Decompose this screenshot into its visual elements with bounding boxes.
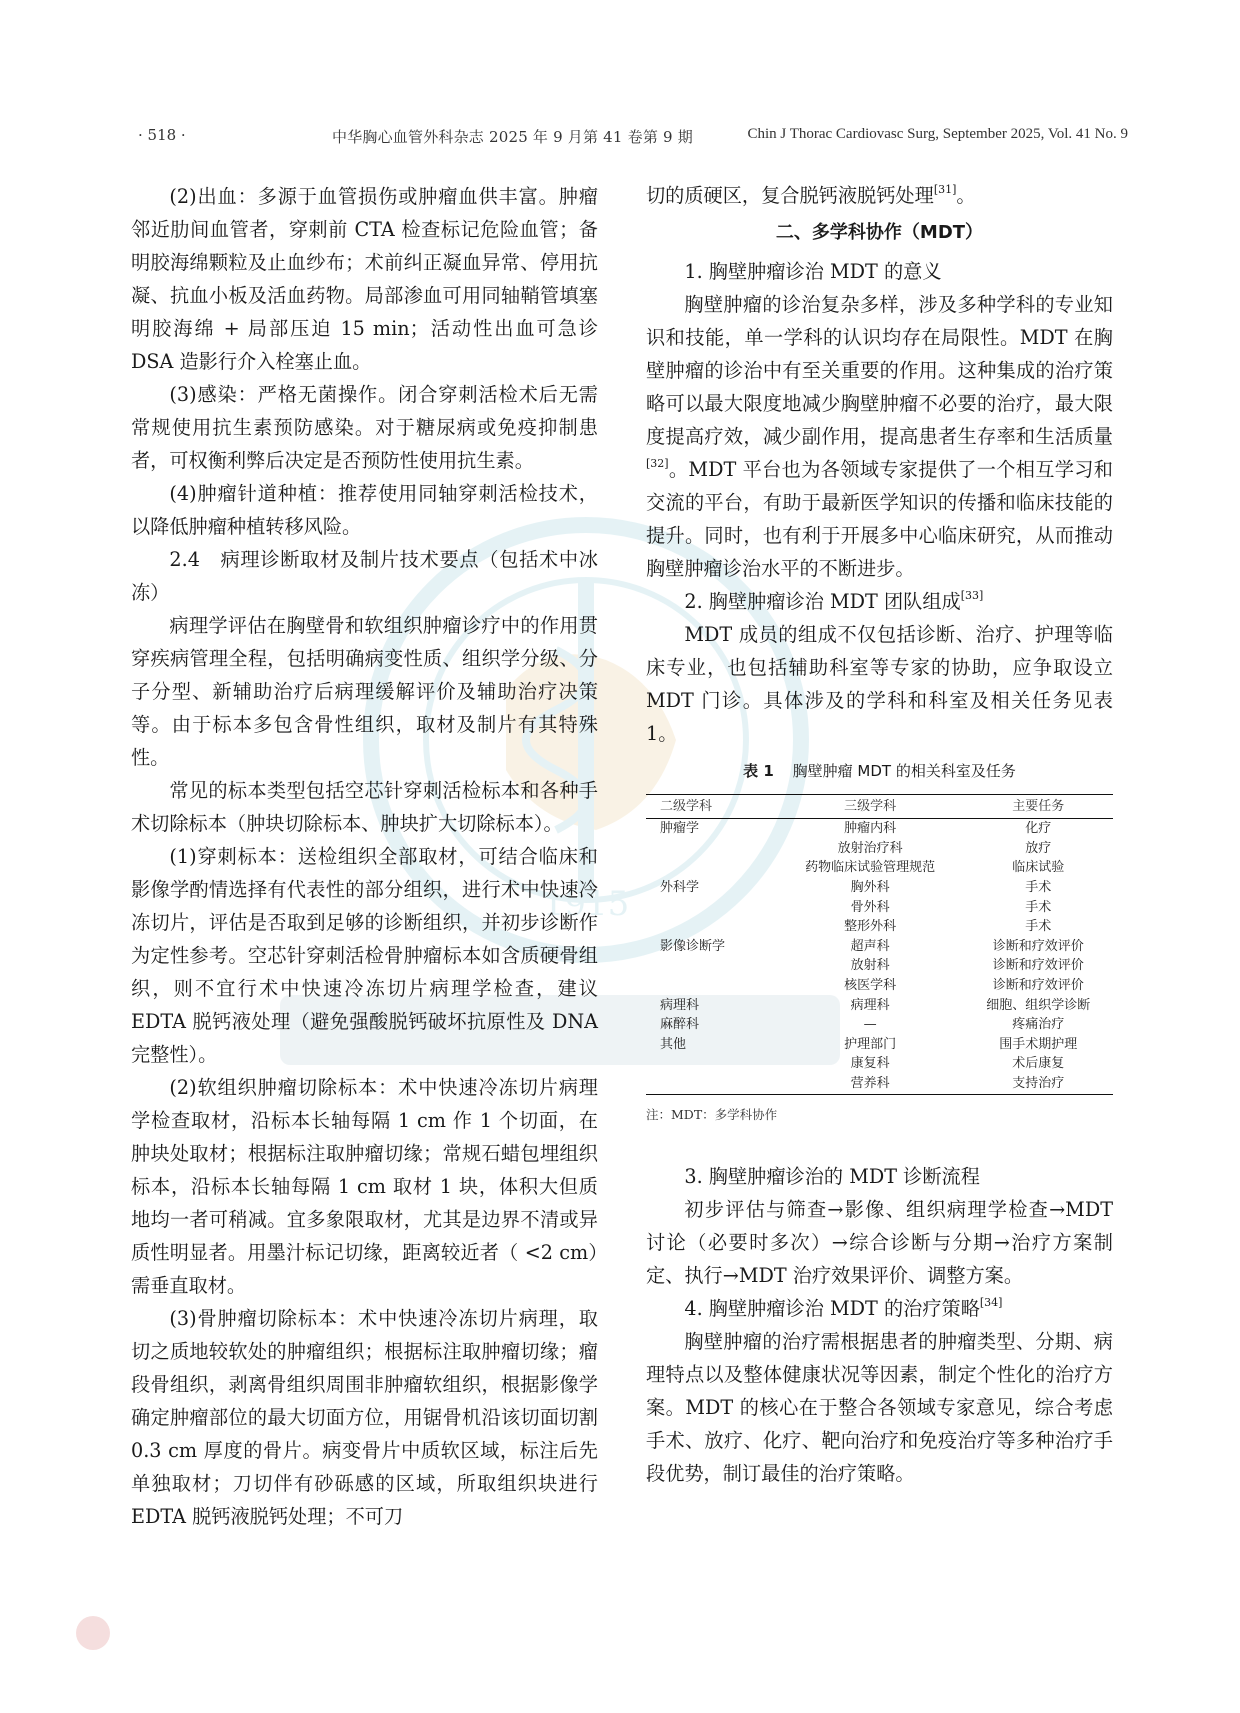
header-cell: 二级学科 [646,794,777,819]
table-row [646,819,1113,839]
table-cell: 超声科 [850,938,890,954]
paragraph: (3)感染：严格无菌操作。闭合穿刺活检术后无需常规使用抗生素预防感染。对于糖尿病或免疫抑制患者，可权衡利弊后决定是否预防性使用抗生素。 [131,383,598,472]
table-cell: 疼痛治疗 [1012,1017,1065,1033]
page-number: · 518 · [138,126,186,144]
left-column [131,180,598,1533]
table-cell: 放射治疗科 [837,840,903,856]
table-row [646,1015,1113,1035]
table-cell: 放疗 [1025,840,1052,856]
table-row [646,898,1113,918]
table-cell: 诊断和疗效评价 [992,938,1084,954]
table-cell: 康复科 [850,1056,890,1072]
paragraph: 常见的标本类型包括空芯针穿刺活检标本和各种手术切除标本（肿块切除标本、肿块扩大切除标本）。 [131,779,598,835]
table-cell: 围手术期护理 [999,1036,1078,1052]
table-cell [646,1054,777,1074]
table-cell: 胸外科 [850,879,890,895]
table-cell [646,917,777,937]
citation[interactable]: [33] [960,589,984,602]
citation[interactable]: [31] [933,183,957,196]
header-cell: 三级学科 [777,794,964,819]
table-cell: 药物临床试验管理规范 [805,860,936,876]
table-cell [646,956,777,976]
table-cell: 诊断和疗效评价 [992,977,1084,993]
table-cell: 放射科 [850,958,890,974]
subsection-heading: 4. 胸壁肿瘤诊治 MDT 的治疗策略[34] [684,1296,1003,1321]
table-cell: 病理科 [850,997,890,1013]
subsection-heading: 2.4 病理诊断取材及制片技术要点（包括术中冰冻） [131,548,598,604]
paragraph: (1)穿刺标本：送检组织全部取材，可结合临床和影像学酌情选择有代表性的部分组织，进行术中快速冷冻切片，评估是否取到足够的诊断组织，并初步诊断作为定性参考。空芯针穿刺活检骨肿瘤标本如含质硬骨组织，则不宜行术中快速冷冻切片病理学检查，建议 EDTA 脱钙液处理（避免强酸脱钙破坏抗原性及 DNA 完整性）。 [131,845,598,1066]
table-cell: 诊断和疗效评价 [992,958,1084,974]
table-cell: 肿瘤内科 [844,821,897,837]
table-cell: 手术 [1025,879,1052,895]
table-cell: 其他 [660,1036,687,1052]
table-row [646,917,1113,937]
paragraph: 胸壁肿瘤的诊治复杂多样，涉及多种学科的专业知识和技能，单一学科的认识均存在局限性。MDT 在胸壁肿瘤的诊治中有至关重要的作用。这种集成的治疗策略可以最大限度地减少胸壁肿瘤不必要的治疗，最大限度提高疗效，减少副作用，提高患者生存率和生活质量[32]。MDT 平台也为各领域专家提供了一个相互学习和交流的平台，有助于最新医学知识的传播和临床技能的提升。同时，也有利于开展多中心临床研究，从而推动胸壁肿瘤诊治水平的不断进步。 [646,293,1113,580]
table-cell: 护理部门 [844,1036,897,1052]
table-1 [646,762,1113,1124]
table-cell: 麻醉科 [660,1017,700,1033]
paragraph: 切的质硬区，复合脱钙液脱钙处理[31]。 [646,183,976,207]
table-row [646,956,1113,976]
table-cell: 手术 [1025,919,1052,935]
table-row [646,858,1113,878]
paragraph: 病理学评估在胸壁骨和软组织肿瘤诊疗中的作用贯穿疾病管理全程，包括明确病变性质、组织学分级、分子分型、新辅助治疗后病理缓解评价及辅助治疗决策等。由于标本多包含骨性组织，取材及制片有其特殊性。 [131,614,598,769]
table-row [646,996,1113,1016]
table-cell [646,839,777,859]
table-row [646,1035,1113,1055]
journal-title-en: Chin J Thorac Cardiovasc Surg, September 2025, Vol. 41 No. 9 [747,126,1128,142]
table-cell: 影像诊断学 [660,938,726,954]
table-cell: 营养科 [850,1075,890,1091]
table-row [646,976,1113,996]
table-cell: 手术 [1025,899,1052,915]
table-caption [646,762,1113,782]
right-column [646,179,1113,1490]
mdt-departments-table [646,794,1113,1095]
table-cell: 核医学科 [844,977,897,993]
table-cell: 病理科 [660,997,700,1013]
table-cell: — [863,1017,877,1033]
publisher-logo [76,1616,120,1650]
table-row [646,937,1113,957]
seal-year: 1915 [542,884,630,924]
table-cell [646,1074,777,1094]
paragraph: (2)软组织肿瘤切除标本：术中快速冷冻切片病理学检查取材，沿标本长轴每隔 1 cm 作 1 个切面，在肿块处取材；根据标注取肿瘤切缘；常规石蜡包埋组织标本，沿标本长轴每隔 1 cm 取材 1 块，体积大但质地均一者可稍减。宜多象限取材，尤其是边界不清或异质性明显者。用墨汁标记切缘，距离较近者（ <2 cm）需垂直取材。 [131,1076,598,1297]
table-note: 注：MDT：多学科协作 [646,1106,778,1122]
table-cell: 细胞、组织学诊断 [986,997,1091,1013]
table-cell: 临床试验 [1012,860,1065,876]
paragraph: MDT 成员的组成不仅包括诊断、治疗、护理等临床专业，也包括辅助科室等专家的协助，应争取设立 MDT 门诊。具体涉及的学科和科室及相关任务见表 1。 [646,623,1113,745]
table-row [646,1054,1113,1074]
table-cell: 外科学 [660,879,700,895]
table-cell: 肿瘤学 [660,821,700,837]
table-row [646,1074,1113,1094]
paragraph: (3)骨肿瘤切除标本：术中快速冷冻切片病理，取切之质地较软处的肿瘤组织；根据标注取肿瘤切缘；瘤段骨组织，剥离骨组织周围非肿瘤软组织，根据影像学确定肿瘤部位的最大切面方位，用锯骨机沿该切面切割 0.3 cm 厚度的骨片。病变骨片中质软区域，标注后先单独取材；刀切伴有砂砾感的区域，所取组织块进行 EDTA 脱钙液脱钙处理；不可刀 [131,1307,598,1528]
subsection-heading: 3. 胸壁肿瘤诊治的 MDT 诊断流程 [684,1165,980,1189]
table-row [646,839,1113,859]
table-number: 表 1 [743,762,774,780]
paragraph: 胸壁肿瘤的治疗需根据患者的肿瘤类型、分期、病理特点以及整体健康状况等因素，制定个性化的治疗方案。MDT 的核心在于整合各领域专家意见，综合考虑手术、放疗、化疗、靶向治疗和免疫治疗等多种治疗手段优势，制订最佳的治疗策略。 [646,1330,1113,1486]
section-heading: 二、多学科协作（MDT） [775,222,984,243]
subsection-heading: 1. 胸壁肿瘤诊治 MDT 的意义 [684,260,942,283]
table-cell [646,858,777,878]
journal-title-cn: 中华胸心血管外科杂志 2025 年 9 月第 41 卷第 9 期 [332,128,693,146]
table-cell [646,976,777,996]
flower-icon [76,1616,110,1650]
paragraph: (4)肿瘤针道种植：推荐使用同轴穿刺活检技术，以降低肿瘤种植转移风险。 [131,482,598,538]
citation[interactable]: [34] [979,1296,1003,1310]
table-cell: 化疗 [1025,821,1052,837]
table-cell: 支持治疗 [1012,1075,1065,1091]
subsection-heading: 2. 胸壁肿瘤诊治 MDT 团队组成[33] [684,589,984,613]
table-header-row [646,794,1113,819]
table-title: 胸壁肿瘤 MDT 的相关科室及任务 [792,762,1016,780]
table-cell: 整形外科 [844,919,897,935]
table-cell [646,898,777,918]
header-cell: 主要任务 [964,794,1113,819]
citation[interactable]: [32] [646,457,669,470]
paragraph: (2)出血：多源于血管损伤或肿瘤血供丰富。肿瘤邻近肋间血管者，穿刺前 CTA 检查标记危险血管；备明胶海绵颗粒及止血纱布；术前纠正凝血异常、停用抗凝、抗血小板及活血药物。局部渗血可用同轴鞘管填塞明胶海绵 + 局部压迫 15 min；活动性出血可急诊 DSA 造影行介入栓塞止血。 [131,185,598,373]
table-row [646,878,1113,898]
paragraph: 初步评估与筛查→影像、组织病理学检查→MDT 讨论（必要时多次）→综合诊断与分期→治疗方案制定、执行→MDT 治疗效果评价、调整方案。 [646,1198,1113,1288]
table-cell: 术后康复 [1012,1056,1065,1072]
table-cell: 骨外科 [850,899,890,915]
